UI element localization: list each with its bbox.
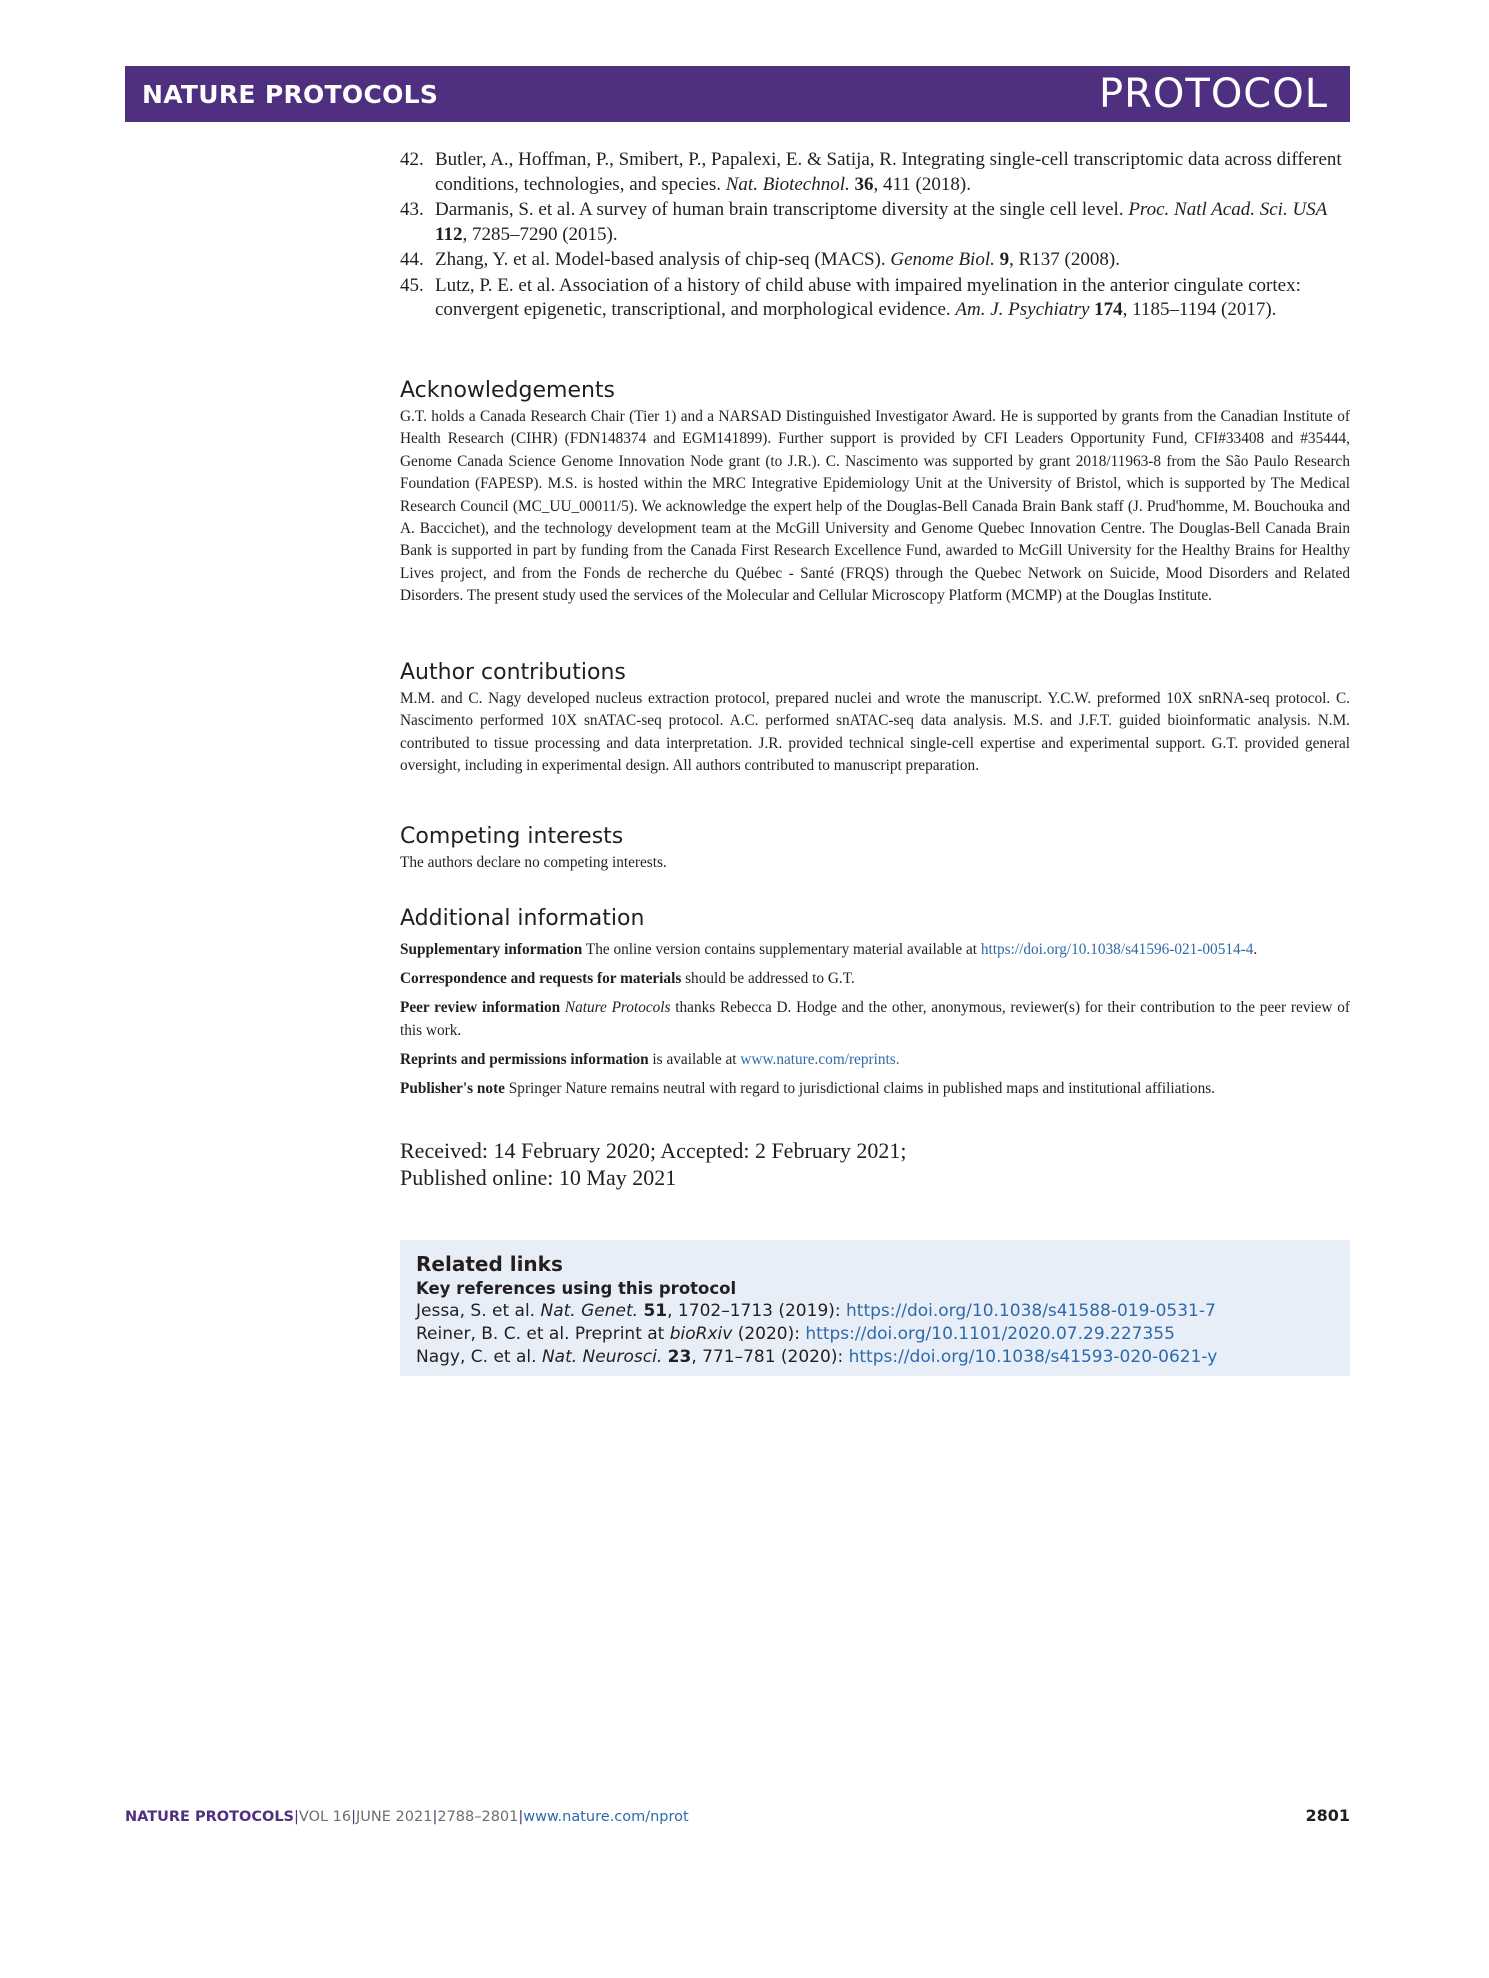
reprints-link[interactable]: www.nature.com/reprints. — [740, 1050, 900, 1068]
additional-information-heading: Additional information — [400, 906, 645, 931]
received-accepted-dates: Received: 14 February 2020; Accepted: 2 February 2021; — [400, 1138, 907, 1163]
reference-item — [400, 248, 1350, 273]
acknowledgements-heading: Acknowledgements — [400, 378, 616, 403]
publication-dates — [400, 1137, 906, 1191]
peer-review-information: Peer review information Nature Protocols thanks Rebecca D. Hodge and the other, anonymous, reviewer(s) for their contribution to the peer review of this work. — [400, 999, 1350, 1039]
journal-header-bar — [125, 66, 1350, 122]
reference-journal: Nat. Biotechnol. — [725, 173, 850, 195]
related-link-item: Reiner, B. C. et al. Preprint at bioRxiv (2020): https://doi.org/10.1101/2020.07.29.227355 — [416, 1324, 1175, 1344]
article-type-label: PROTOCOL — [1098, 71, 1328, 117]
author-contributions-text: M.M. and C. Nagy developed nucleus extraction protocol, prepared nuclei and wrote the manuscript. Y.C.W. preformed 10X snRNA-seq protocol. C. Nascimento performed 10X snATAC-seq protocol. A.C. performed snATAC-seq data analysis. M.S. and J.F.T. guided bioinformatic analysis. N.M. contributed to tissue processing and data interpretation. J.R. provided technical single-cell expertise and experimental support. G.T. provided general oversight, including in experimental design. All authors contributed to manuscript preparation. — [400, 690, 1350, 775]
published-online-date: Published online: 10 May 2021 — [400, 1165, 677, 1190]
footer-citation: NATURE PROTOCOLS|VOL 16|JUNE 2021|2788–2801|www.nature.com/nprot — [125, 1809, 689, 1825]
reference-text: Darmanis, S. et al. A survey of human brain transcriptome diversity at the single cell level. Proc. Natl Acad. Sci. USA 112, 7285–7290 (2015). — [435, 199, 1328, 245]
supplementary-information: Supplementary information The online version contains supplementary material available at https://doi.org/10.1038/s41596-021-00514-4. — [400, 941, 1258, 958]
competing-interests-heading: Competing interests — [400, 824, 624, 849]
related-link-item: Jessa, S. et al. Nat. Genet. 51, 1702–1713 (2019): https://doi.org/10.1038/s41588-019-0531-7 — [416, 1301, 1216, 1321]
footer-date: JUNE 2021 — [356, 1809, 433, 1825]
acknowledgements-text: G.T. holds a Canada Research Chair (Tier 1) and a NARSAD Distinguished Investigator Award. He is supported by grants from the Canadian Institute of Health Research (CIHR) (FDN148374 and EGM141899). Further support is provided by CFI Leaders Opportunity Fund, CFI#33408 and #35444, Genome Canada Science Genome Innovation Node grant (to J.R.). C. Nascimento was supported by grant 2018/11963-8 from the São Paulo Research Foundation (FAPESP). M.S. is hosted within the MRC Integrative Epidemiology Unit at the University of Bristol, which is supported by The Medical Research Council (MC_UU_00011/5). We acknowledge the expert help of the Douglas-Bell Canada Brain Bank staff (J. Prud'homme, M. Bouchouka and A. Baccichet), and the technology development team at the McGill University and Genome Quebec Innovation Centre. The Douglas-Bell Canada Brain Bank is supported in part by funding from the Canada First Research Excellence Fund, awarded to McGill University for the Healthy Brains for Healthy Lives project, and from the Fonds de recherche du Québec - Santé (FRQS) through the Quebec Network on Suicide, Mood Disorders and Related Disorders. The present study used the services of the Molecular and Cellular Microscopy Platform (MCMP) at the Douglas Institute. — [400, 408, 1350, 605]
reference-volume: 174 — [1094, 299, 1123, 320]
footer-pages: 2788–2801 — [437, 1809, 519, 1825]
related-links-title: Related links — [416, 1252, 563, 1276]
reference-item — [400, 198, 1350, 247]
footer-url[interactable]: www.nature.com/nprot — [523, 1809, 689, 1825]
footer-volume: VOL 16 — [298, 1809, 352, 1825]
publisher-note: Publisher's note Springer Nature remains neutral with regard to jurisdictional claims in published maps and institutional affiliations. — [400, 1080, 1215, 1098]
reference-volume: 36 — [854, 173, 874, 195]
related-link-item: Nagy, C. et al. Nat. Neurosci. 23, 771–781 (2020): https://doi.org/10.1038/s41593-020-0621-y — [416, 1347, 1218, 1367]
reference-number: 43. — [400, 199, 424, 220]
reference-number: 45. — [400, 274, 424, 296]
related-doi-link[interactable]: https://doi.org/10.1101/2020.07.29.227355 — [805, 1324, 1175, 1344]
reference-journal: Genome Biol. — [890, 249, 995, 270]
reference-journal: Proc. Natl Acad. Sci. USA — [1128, 199, 1328, 220]
correspondence-information: Correspondence and requests for materials should be addressed to G.T. — [400, 970, 855, 988]
reference-text: Zhang, Y. et al. Model-based analysis of chip-seq (MACS). Genome Biol. 9, R137 (2008). — [435, 249, 1120, 270]
reference-item — [400, 274, 1350, 323]
page-number: 2801 — [1305, 1806, 1350, 1825]
author-contributions-heading: Author contributions — [400, 660, 626, 685]
supplementary-link[interactable]: https://doi.org/10.1038/s41596-021-00514-4 — [980, 941, 1254, 958]
competing-interests-text: The authors declare no competing interests. — [400, 854, 667, 871]
reprints-information: Reprints and permissions information is available at www.nature.com/reprints. — [400, 1050, 900, 1068]
reference-item — [400, 148, 1350, 197]
related-doi-link[interactable]: https://doi.org/10.1038/s41588-019-0531-7 — [846, 1301, 1216, 1321]
page-footer — [125, 1806, 1350, 1825]
footer-journal: NATURE PROTOCOLS — [125, 1809, 295, 1825]
reference-volume: 112 — [435, 223, 463, 245]
related-doi-link[interactable]: https://doi.org/10.1038/s41593-020-0621-y — [848, 1347, 1218, 1367]
reference-text: Lutz, P. E. et al. Association of a history of child abuse with impaired myelination in the anterior cingulate cortex: convergent epigenetic, transcriptional, and morphological evidence. Am. J. Psychiatry 174, 1185–1194 (2017). — [435, 274, 1301, 320]
reference-number: 42. — [400, 149, 424, 170]
related-links-box — [400, 1240, 1350, 1376]
related-links-subtitle: Key references using this protocol — [416, 1279, 737, 1298]
reference-list — [400, 148, 1350, 324]
reference-journal: Am. J. Psychiatry — [955, 299, 1090, 320]
reference-volume: 9 — [999, 249, 1010, 270]
additional-information-body — [400, 939, 1350, 1107]
journal-name: NATURE PROTOCOLS — [142, 79, 439, 109]
reference-text: Butler, A., Hoffman, P., Smibert, P., Papalexi, E. & Satija, R. Integrating single-cell transcriptomic data across different conditions, technologies, and species. Nat. Biotechnol. 36, 411 (2018). — [435, 149, 1342, 195]
reference-number: 44. — [400, 249, 424, 270]
